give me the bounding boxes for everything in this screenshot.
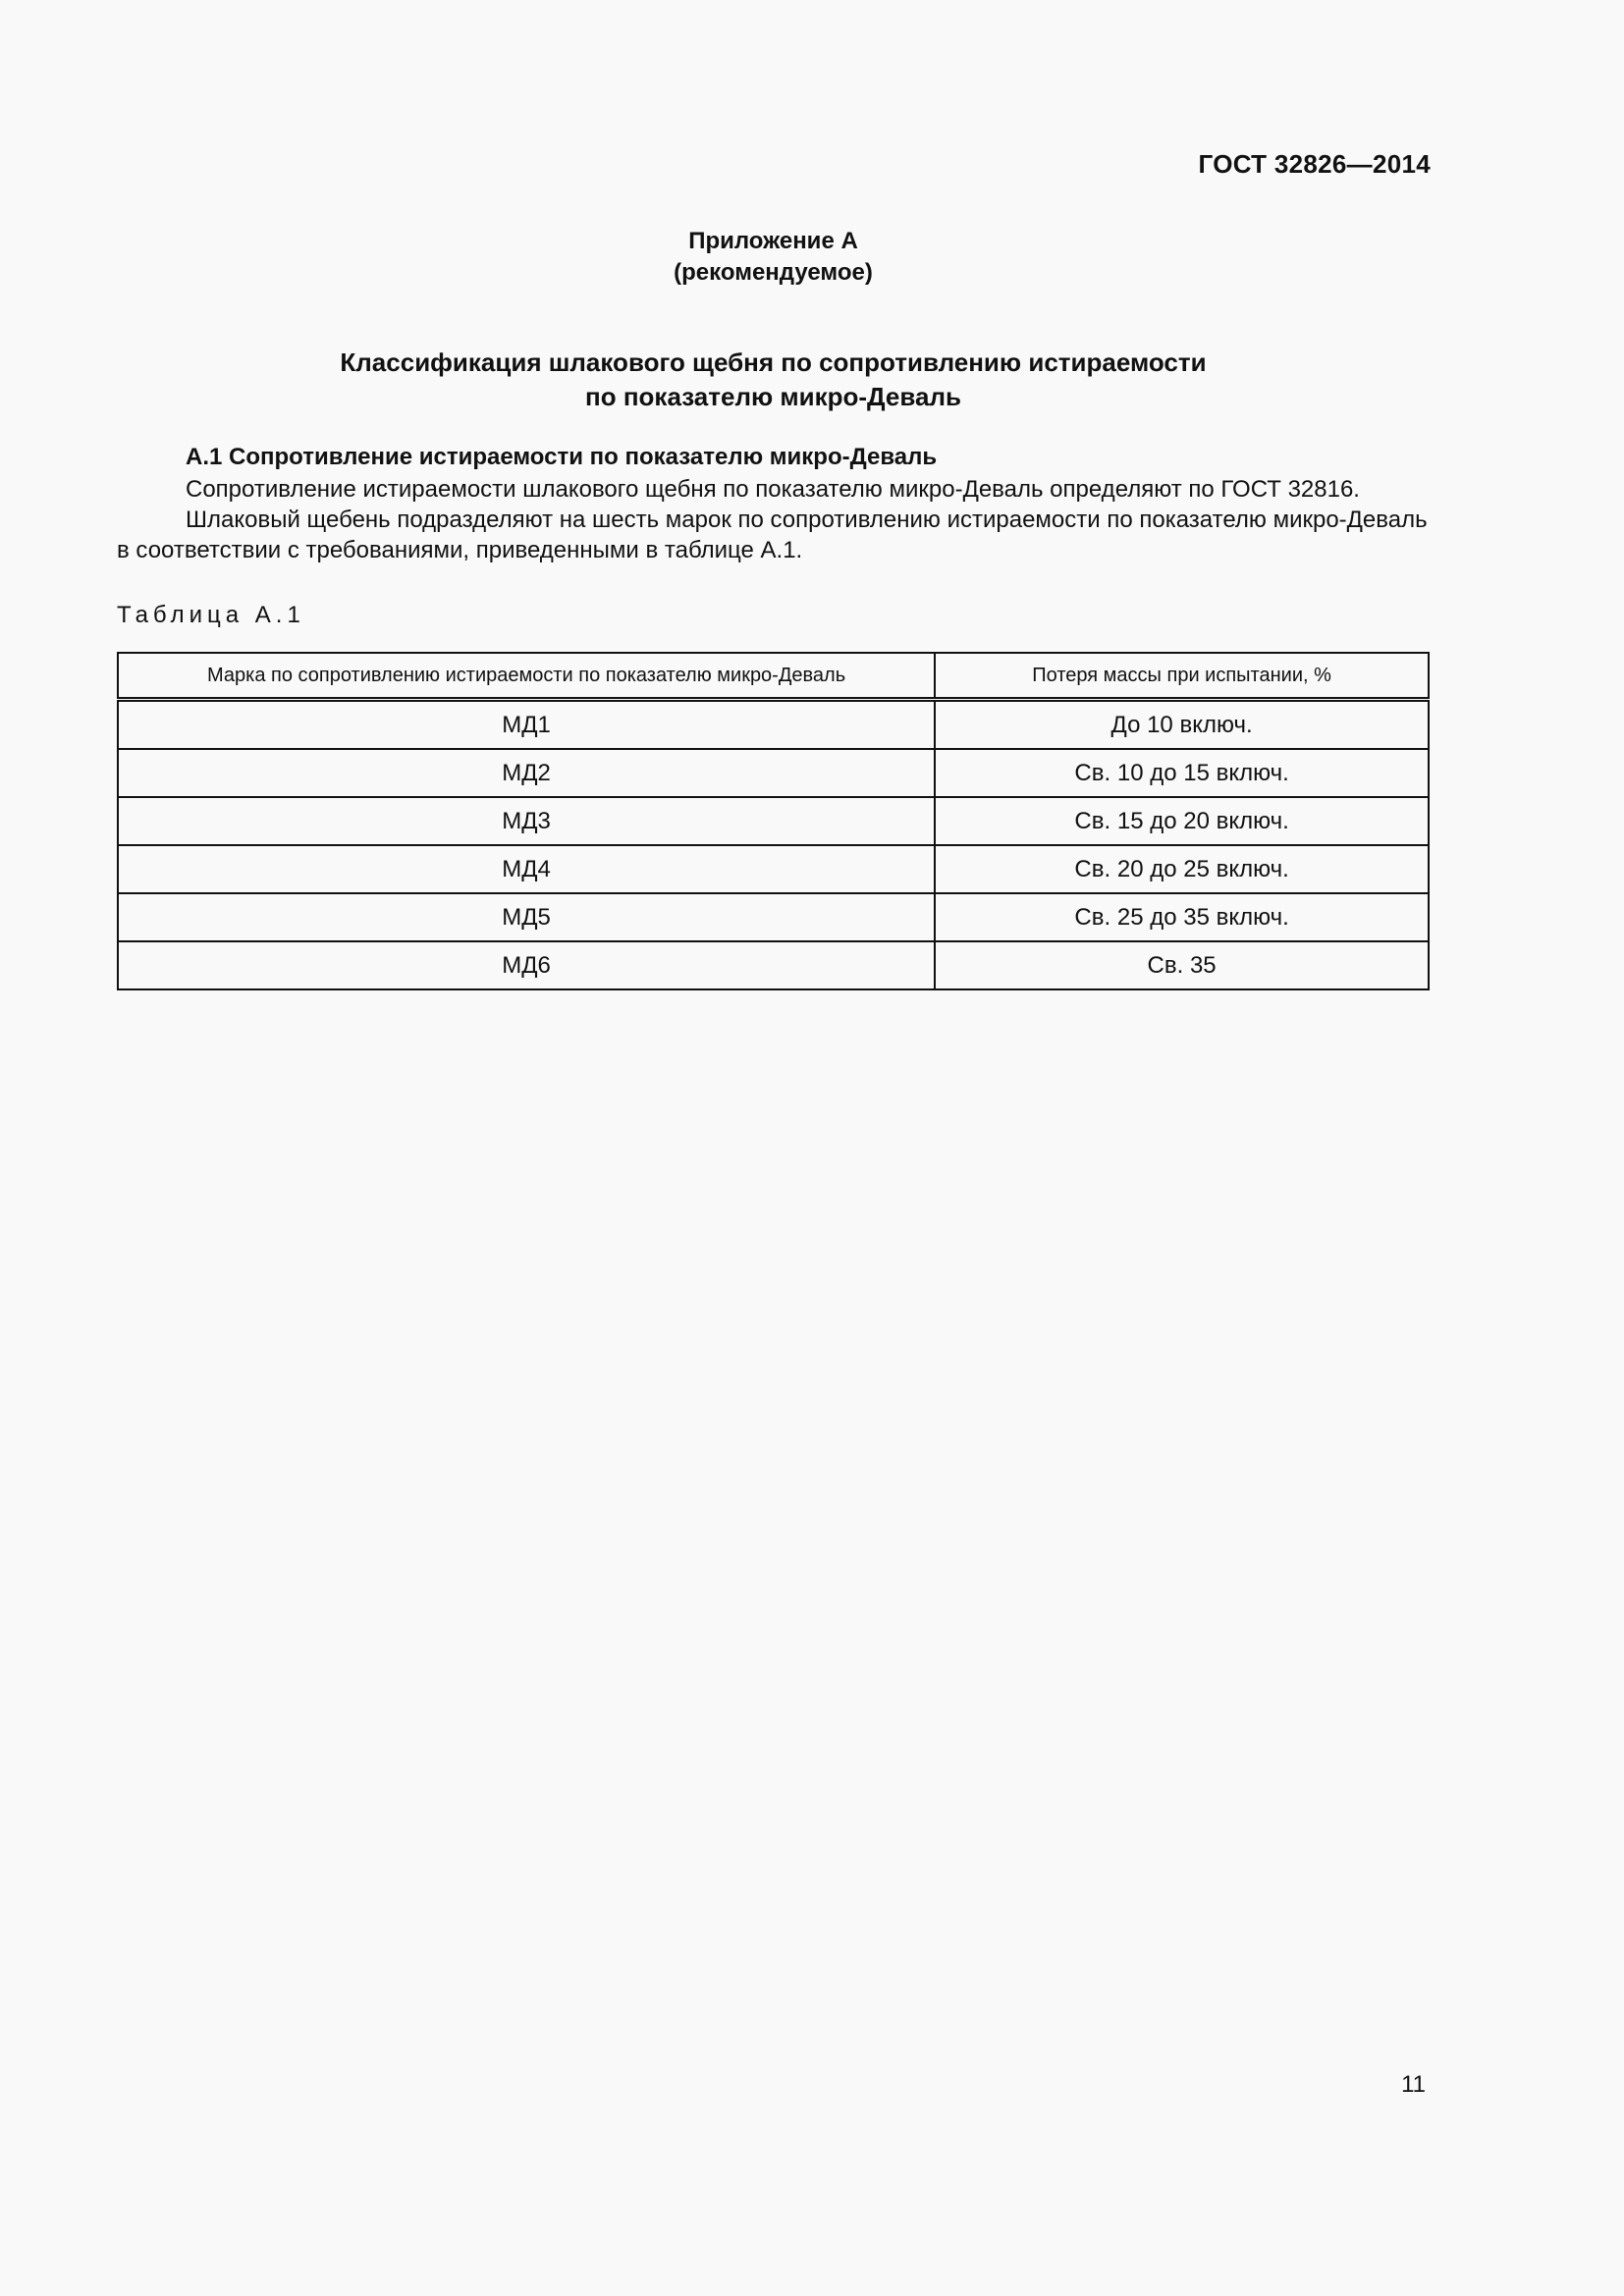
cell-grade: МД2 [118, 749, 935, 797]
table-header-row [118, 653, 1429, 700]
page-number: 11 [1401, 2071, 1426, 2098]
header-grade: Марка по сопротивлению истираемости по показателю микро-Деваль [118, 653, 935, 700]
cell-mass-loss: Св. 15 до 20 включ. [935, 797, 1429, 845]
title-line-2: по показателю микро-Деваль [585, 382, 961, 411]
table-row [118, 941, 1429, 989]
appendix-heading [0, 226, 1546, 289]
cell-mass-loss: Св. 10 до 15 включ. [935, 749, 1429, 797]
title-line-1: Классификация шлакового щебня по сопротивлению истираемости [340, 347, 1207, 377]
cell-mass-loss: Св. 35 [935, 941, 1429, 989]
section-heading: А.1 Сопротивление истираемости по показателю микро-Деваль [186, 444, 938, 470]
cell-grade: МД6 [118, 941, 935, 989]
page-title [0, 346, 1546, 414]
table-row [118, 749, 1429, 797]
paragraph-1: Сопротивление истираемости шлакового щебня по показателю микро-Деваль определяют по ГОСТ 32816. [186, 476, 1360, 503]
cell-mass-loss: До 10 включ. [935, 700, 1429, 750]
table-caption: Таблица А.1 [117, 602, 305, 628]
cell-grade: МД4 [118, 845, 935, 893]
cell-grade: МД3 [118, 797, 935, 845]
document-code: ГОСТ 32826—2014 [1198, 149, 1431, 179]
table-row [118, 797, 1429, 845]
cell-mass-loss: Св. 25 до 35 включ. [935, 893, 1429, 941]
section-a1 [117, 442, 1430, 565]
cell-mass-loss: Св. 20 до 25 включ. [935, 845, 1429, 893]
paragraph-2: Шлаковый щебень подразделяют на шесть марок по сопротивлению истираемости по показателю микро-Деваль в соответствии с требованиями, приведенными в таблице А.1. [117, 507, 1428, 563]
table-row [118, 893, 1429, 941]
header-mass-loss: Потеря массы при испытании, % [935, 653, 1429, 700]
table-row [118, 845, 1429, 893]
cell-grade: МД1 [118, 700, 935, 750]
table-row [118, 700, 1429, 750]
appendix-label: Приложение А [688, 228, 858, 254]
cell-grade: МД5 [118, 893, 935, 941]
classification-table [117, 652, 1430, 990]
appendix-status: (рекомендуемое) [674, 259, 873, 286]
